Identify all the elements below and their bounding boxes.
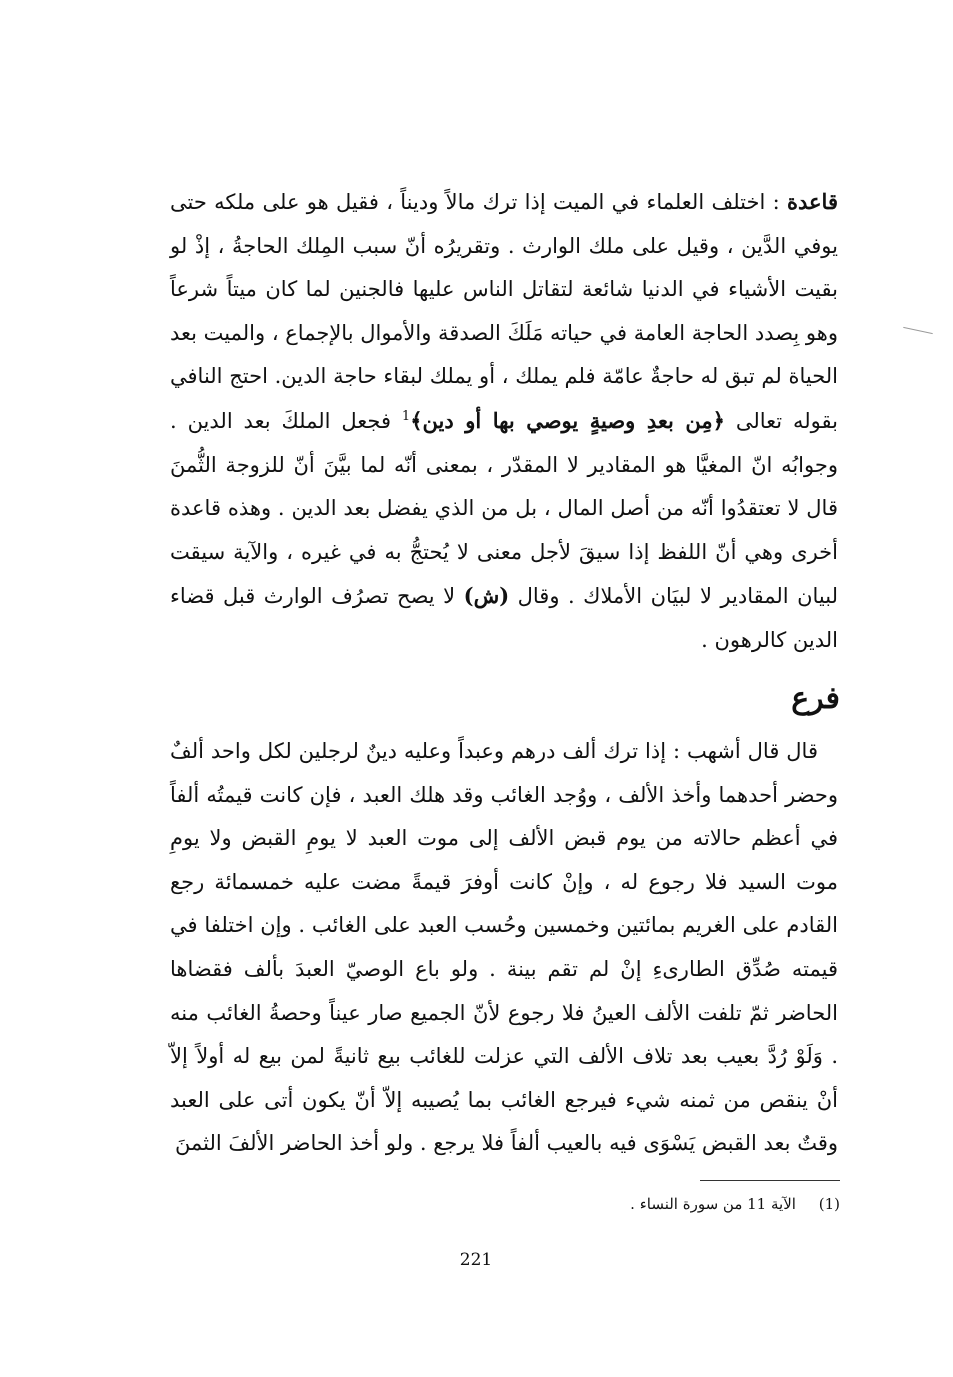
section-heading: فرع [791,681,840,716]
quran-quote: ﴿مِن بعدِ وصيةٍ يوصي بها أو دين﴾ [410,407,725,433]
footnote-reference: 1 [401,408,411,424]
footnote-text: الآية 11 من سورة النساء . [630,1195,796,1213]
page-number: 221 [459,1250,493,1270]
paragraph-rule [170,180,838,663]
footnote-divider [700,1180,840,1181]
rule-label: قاعدة [787,189,838,214]
margin-mark [903,327,933,334]
paragraph-text-part-c: لا يصح تصرُف الوارث قبل قضاء الدين كالرهون . [170,584,838,652]
paragraph-branch: قال قال أشهب : إذا ترك ألف درهم وعبداً وعليه دينٌ لرجلين لكل واحد ألفٌ وحضر أحدهما وأخذ الألف ، ووُجد الغائب وقد هلك العبد ، فإن كانت قيمتُه ألفاً في أعظم حالاته من يوم قبض الألف إلى موت العبد لا يومِ القبض ولا يومِ موت السيد فلا رجوع له ، وإنْ كانت أوفرَ قيمةً مضت عليه خمسمائة رجع القادم على الغريم بمائتين وخمسين وحُسب العبد على الغائب . وإن اختلفا في قيمته صُدِّق الطارىءِ إنْ لم تقم بينة . ولو باع الوصيّ العبدَ بألف فقضاها الحاضر ثمّ تلفت الألف العينُ فلا رجوع لأنّ الجميع صار عيناً وحصةُ الغائب منه . وَلَوْ رُدَّ بعيب بعد تلاف الألف التي عزلت للغائب بيع ثانيةً لمن بيع له أولاً إلاّ أنْ ينقص من ثمنه شيء فيرجع الغائب بما يُصيبه إلاّ أنّ يكون أتى على العبد وقتٌ بعد القبض يَسْوَى فيه بالعيب ألفاً فلا يرجع . ولو أخذ الحاضر الألفَ الثمنَ [170,739,838,1156]
paragraph-text-part-b: فجعل الملكَ بعد الدين . وجوابُه انّ المغيَّا هو المقادير لا المقدّر ، بمعنى أنّه لما بيَّنَ أنّ للزوجة الثُّمنَ قال لا تعتقدُوا أنّه من أصل المال ، بل من الذي يفضل بعد الدين . وهذه قاعدة أخرى وهي أنّ اللفظ إذا سيقَ لأجل معنى لا يُحتجُّ به في غيره ، والآية سيقت لبيان المقادير لا لبيَان الأملاك . وقال [170,408,839,609]
paragraph-text-part-a: : اختلف العلماء في الميت إذا ترك مالاً وديناً ، فقيل هو على ملكه حتى يوفي الدَّين ، وقيل على ملك الوارث . وتقريرُه أنّ سبب المِلك الحاجةُ ، إذْ لو بقيت الأشياء في الدنيا شائعة لتقاتل الناس عليها فالجنين لما كان ميتاً شرعاً وهو بِصدد الحاجة العامة في حياته مَلَكَ الصدقة والأموال بالإجماع ، والميت بعد الحياة لم تبق له حاجةٌ عامّة فلم يملك ، أو يملك لبقاء حاجة الدين. احتج النافي بقوله تعالى [170,190,838,433]
footnote-number: (1) [818,1195,840,1213]
abbreviation-sh: (ش) [463,583,510,609]
footnote [400,1192,840,1216]
